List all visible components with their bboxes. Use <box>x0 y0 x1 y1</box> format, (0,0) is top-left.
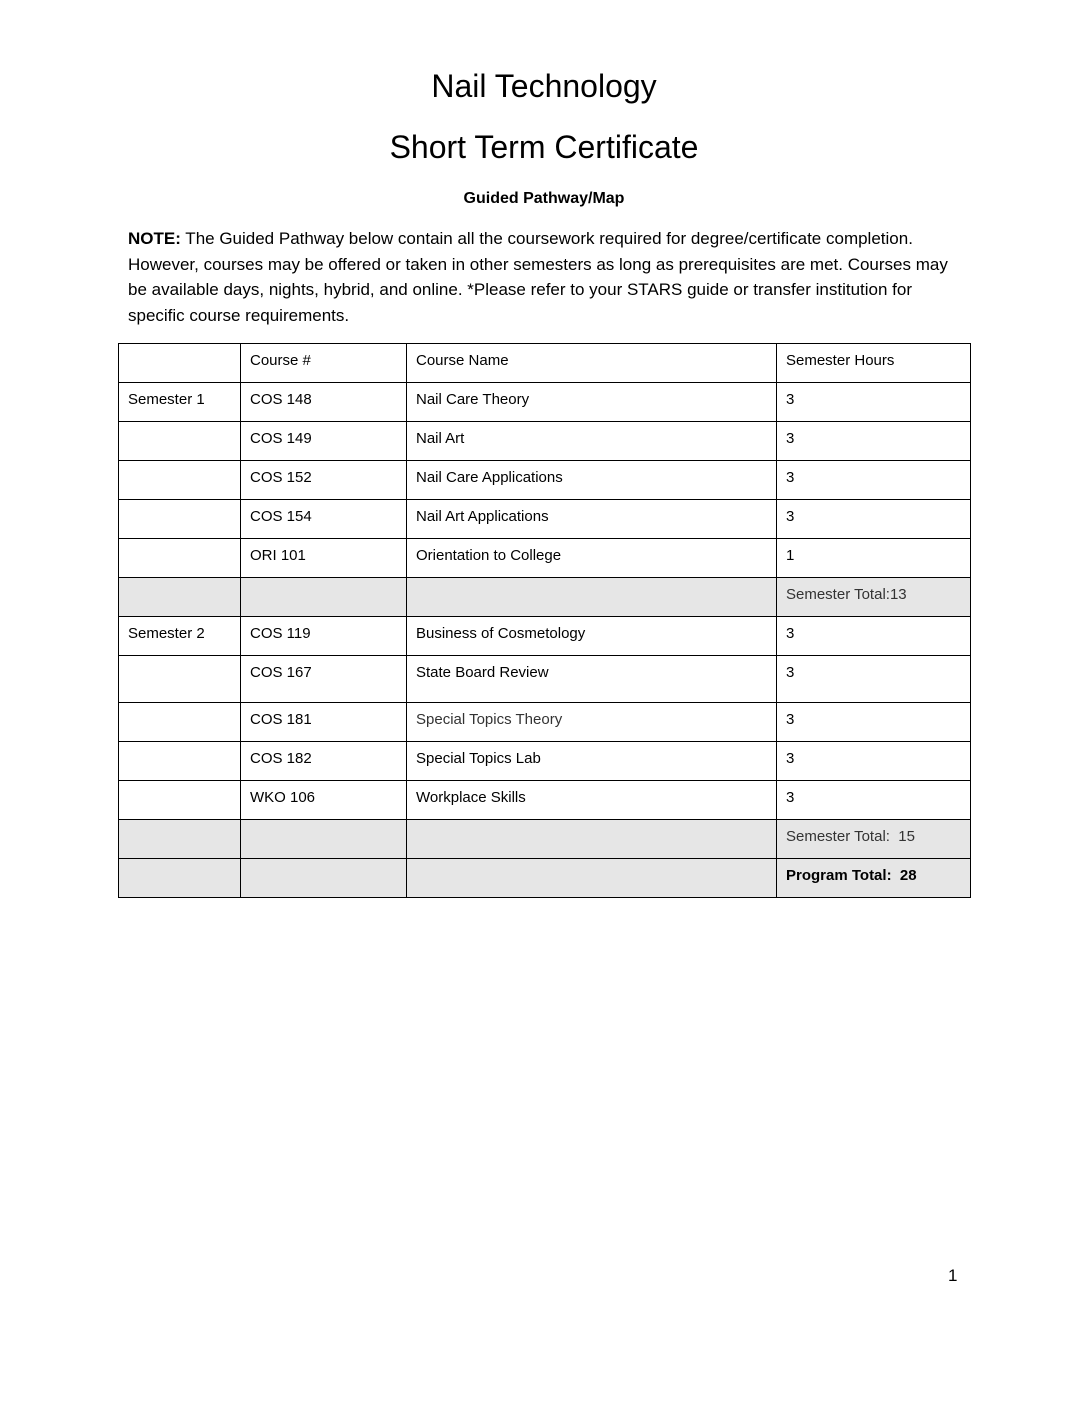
table-row <box>119 781 971 820</box>
cell-course-num: COS 182 <box>241 742 407 781</box>
cell-course-name: Nail Care Theory <box>407 383 777 422</box>
cell-hours: 3 <box>777 703 971 742</box>
cell-course-name: Nail Art <box>407 422 777 461</box>
cell-course-name: Special Topics Theory <box>407 703 777 742</box>
cell-course-num <box>241 859 407 898</box>
cell-course-name: Special Topics Lab <box>407 742 777 781</box>
program-total-value: Program Total: 28 <box>777 859 971 898</box>
cell-course-num <box>241 820 407 859</box>
cell-semester <box>119 539 241 578</box>
cell-hours: 3 <box>777 656 971 703</box>
cell-semester <box>119 703 241 742</box>
header-semester <box>119 344 241 383</box>
cell-hours: 3 <box>777 742 971 781</box>
cell-course-name <box>407 578 777 617</box>
header-hours: Semester Hours <box>777 344 971 383</box>
cell-course-name <box>407 859 777 898</box>
cell-course-num: COS 149 <box>241 422 407 461</box>
cell-course-name: Business of Cosmetology <box>407 617 777 656</box>
cell-semester <box>119 422 241 461</box>
cell-semester <box>119 820 241 859</box>
semester-total-value: Semester Total:13 <box>777 578 971 617</box>
table-row <box>119 539 971 578</box>
cell-hours: 3 <box>777 461 971 500</box>
header-course-name: Course Name <box>407 344 777 383</box>
cell-semester <box>119 656 241 703</box>
cell-course-num: ORI 101 <box>241 539 407 578</box>
cell-course-num: COS 119 <box>241 617 407 656</box>
cell-course-name: Workplace Skills <box>407 781 777 820</box>
table-row <box>119 461 971 500</box>
cell-course-num: COS 148 <box>241 383 407 422</box>
semester-total-value: Semester Total: 15 <box>777 820 971 859</box>
table-row <box>119 500 971 539</box>
cell-hours: 3 <box>777 422 971 461</box>
cell-course-name: Nail Care Applications <box>407 461 777 500</box>
cell-course-name: Orientation to College <box>407 539 777 578</box>
table-row <box>119 617 971 656</box>
cell-semester <box>119 500 241 539</box>
cell-semester: Semester 2 <box>119 617 241 656</box>
cell-hours: 3 <box>777 500 971 539</box>
cell-hours: 3 <box>777 617 971 656</box>
cell-course-num: COS 181 <box>241 703 407 742</box>
cell-course-name: State Board Review <box>407 656 777 703</box>
document-subtitle: Short Term Certificate <box>389 129 699 165</box>
note-label: NOTE: <box>128 229 181 248</box>
table-row <box>119 742 971 781</box>
note-paragraph <box>128 226 958 328</box>
cell-course-num: WKO 106 <box>241 781 407 820</box>
table-header-row <box>119 344 971 383</box>
cell-course-name <box>407 820 777 859</box>
cell-semester: Semester 1 <box>119 383 241 422</box>
cell-hours: 3 <box>777 383 971 422</box>
cell-course-num: COS 152 <box>241 461 407 500</box>
header-course-num: Course # <box>241 344 407 383</box>
note-text: The Guided Pathway below contain all the coursework required for degree/certificate completion. However, courses may be offered or taken in other semesters as long as prerequisites are met. Courses may be available days, nights, hybrid, and online. *Please refer to your STARS guide or transfer institution for specific course requirements. <box>128 229 948 325</box>
document-title: Nail Technology <box>431 68 657 104</box>
cell-course-num: COS 167 <box>241 656 407 703</box>
cell-course-num: COS 154 <box>241 500 407 539</box>
table-row <box>119 422 971 461</box>
semester-total-row <box>119 820 971 859</box>
cell-semester <box>119 461 241 500</box>
cell-semester <box>119 859 241 898</box>
pathway-heading: Guided Pathway/Map <box>463 190 625 207</box>
cell-semester <box>119 742 241 781</box>
semester-total-row <box>119 578 971 617</box>
cell-course-name: Nail Art Applications <box>407 500 777 539</box>
course-table <box>118 343 971 898</box>
cell-semester <box>119 578 241 617</box>
page-number: 1 <box>948 1266 958 1285</box>
cell-course-num <box>241 578 407 617</box>
cell-semester <box>119 781 241 820</box>
table-row <box>119 383 971 422</box>
program-total-row <box>119 859 971 898</box>
table-row <box>119 703 971 742</box>
table-row <box>119 656 971 703</box>
cell-hours: 1 <box>777 539 971 578</box>
cell-hours: 3 <box>777 781 971 820</box>
